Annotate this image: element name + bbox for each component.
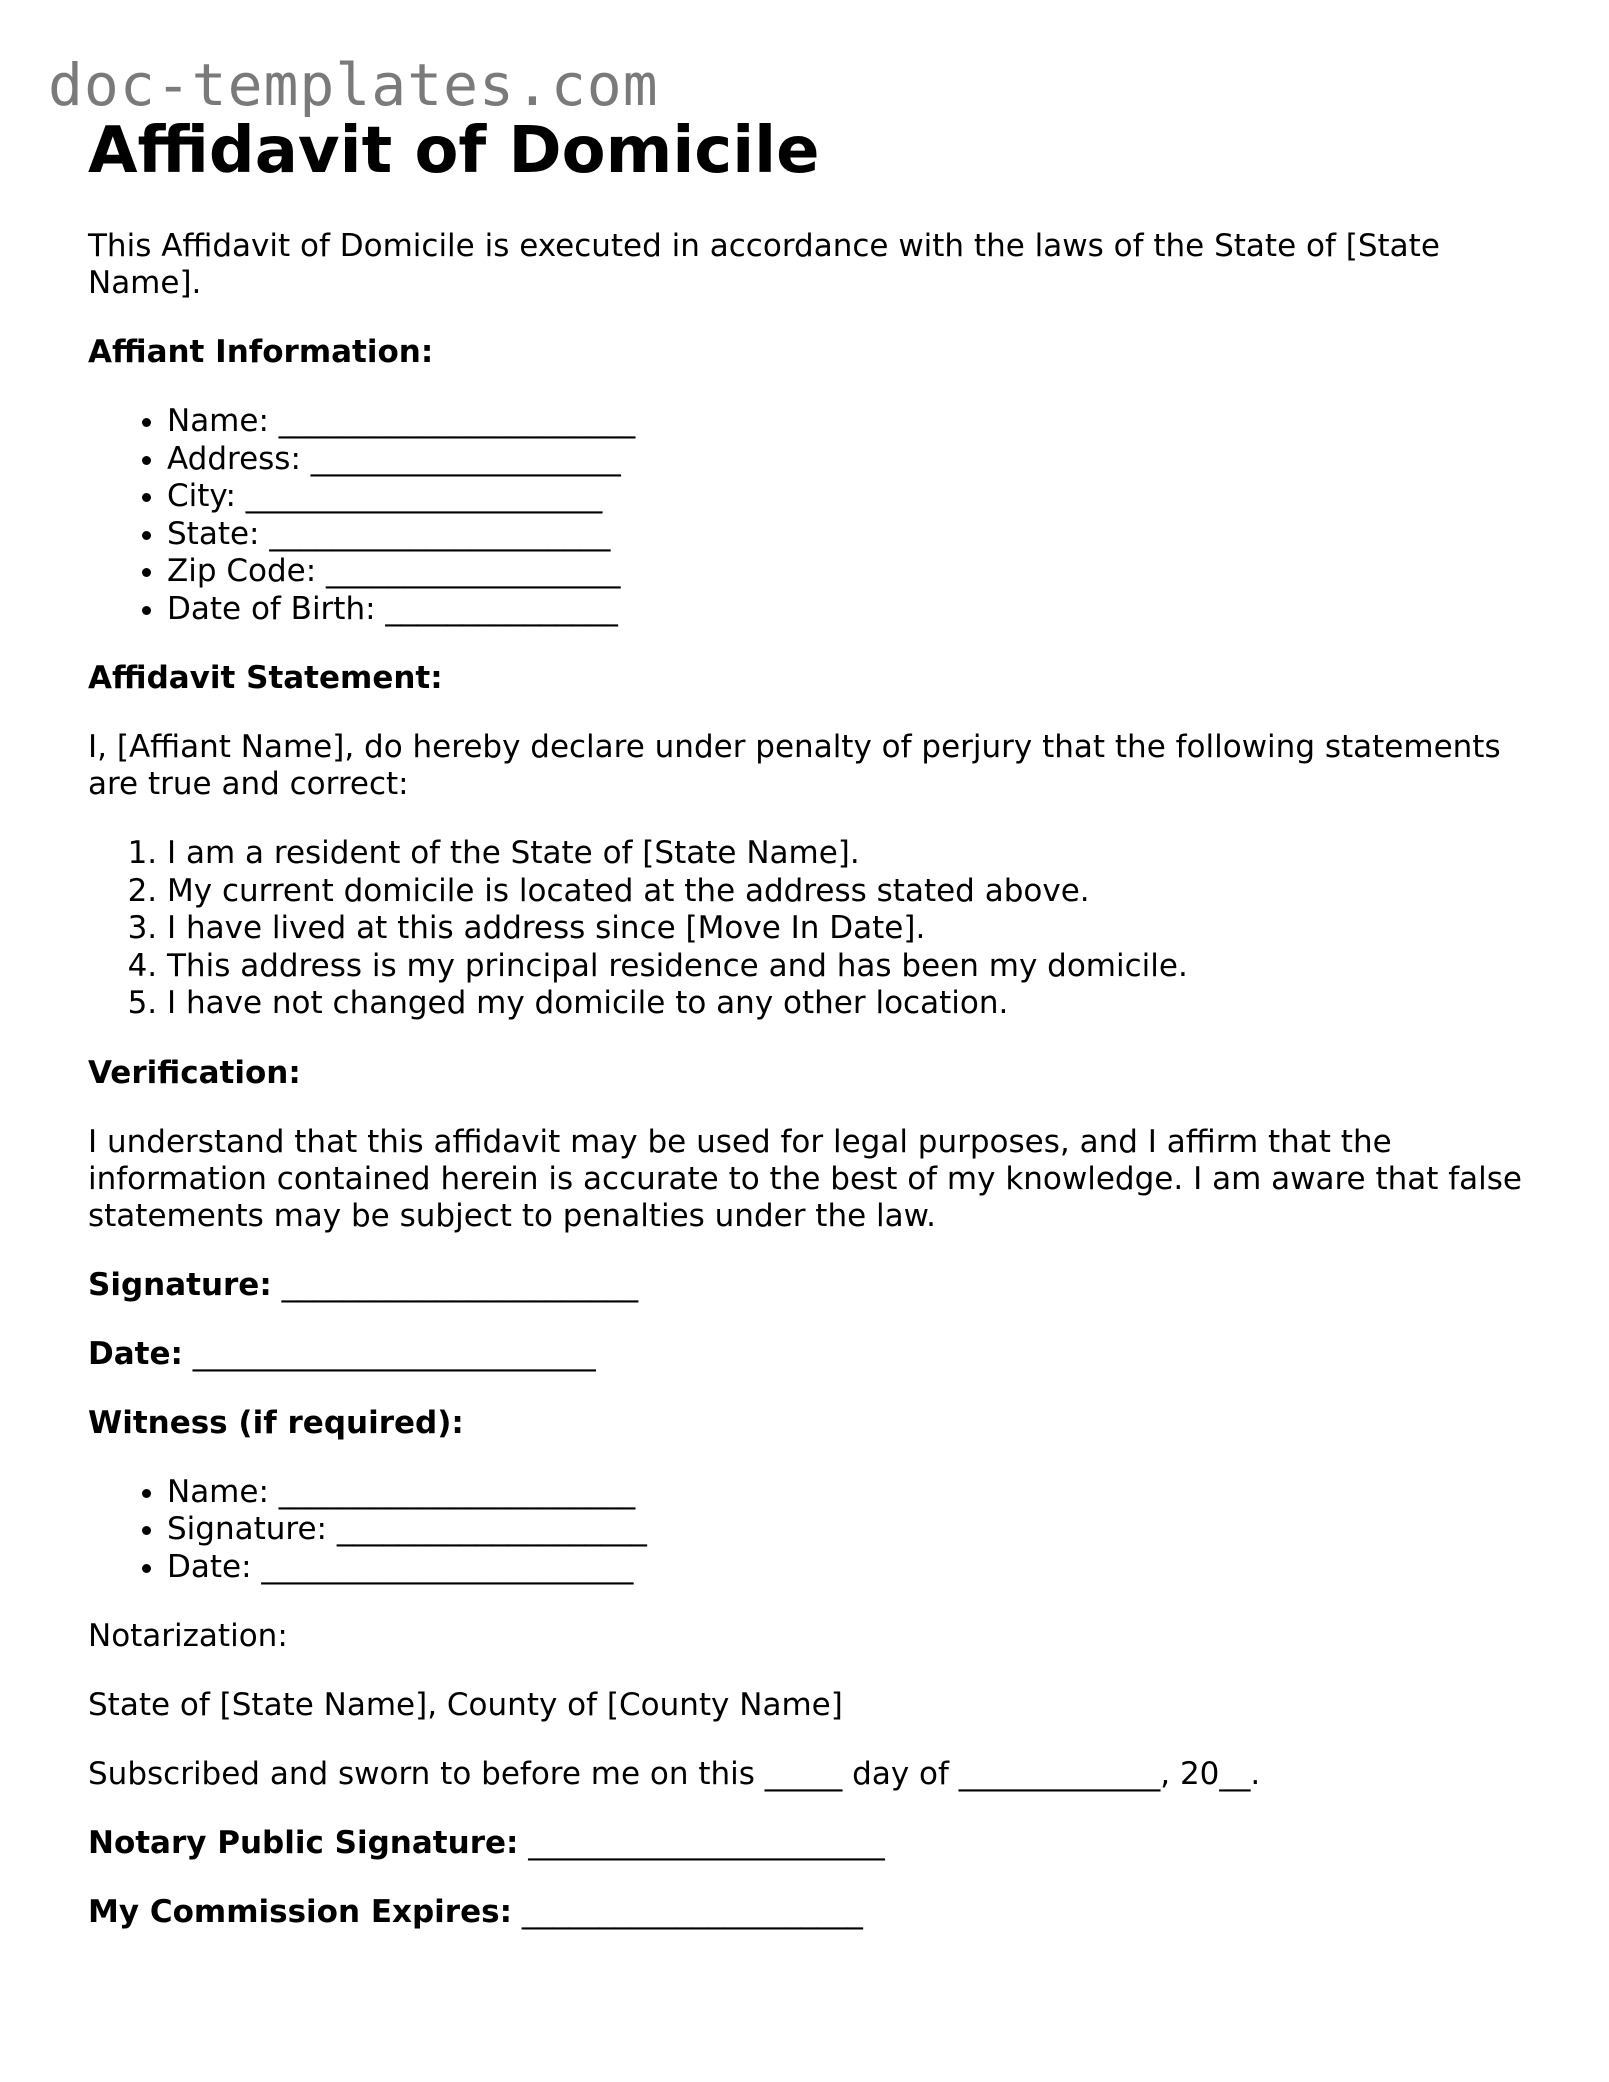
- witness-date-field: • Date: ________________________: [167, 1549, 1528, 1587]
- notary-signature-label: Notary Public Signature:: [88, 1825, 519, 1861]
- affiant-address-field: • Address: ____________________: [167, 441, 1528, 479]
- verification-heading: Verification:: [88, 1054, 301, 1091]
- statement-item: 1. I am a resident of the State of [State Name].: [167, 835, 1528, 873]
- signature-line: [88, 1267, 1528, 1304]
- document-title: Affidavit of Domicile: [88, 114, 820, 188]
- affiant-heading: Affiant Information:: [88, 334, 434, 370]
- intro-paragraph: This Affidavit of Domicile is executed in accordance with the laws of the State of [State Name].: [88, 228, 1440, 301]
- statement-item: 2. My current domicile is located at the address stated above.: [167, 873, 1528, 911]
- affiant-city-field: • City: _______________________: [167, 478, 1528, 516]
- commission-expires-line: [88, 1894, 1528, 1931]
- watermark-logo: doc-templates.com: [48, 51, 659, 119]
- statement-heading: Affidavit Statement:: [88, 660, 443, 696]
- witness-signature-field: • Signature: ____________________: [167, 1511, 1528, 1549]
- witness-heading: Witness (if required):: [88, 1404, 464, 1441]
- affiant-zip-field: • Zip Code: ___________________: [167, 553, 1528, 591]
- statement-item: 3. I have lived at this address since [Move In Date].: [167, 910, 1528, 948]
- signature-label: Signature:: [88, 1266, 272, 1303]
- commission-blank: ______________________: [521, 1894, 863, 1930]
- witness-fields-list: [88, 1474, 1528, 1587]
- notary-signature-line: [88, 1825, 1528, 1862]
- date-blank: __________________________: [192, 1335, 596, 1372]
- statement-intro: I, [Affiant Name], do hereby declare under penalty of perjury that the following statements are true and correct:: [88, 729, 1501, 802]
- statements-list: [88, 835, 1528, 1023]
- notary-state-county: State of [State Name], County of [County Name]: [88, 1687, 843, 1723]
- affiant-fields-list: [88, 403, 1528, 628]
- date-line: [88, 1336, 1528, 1373]
- notary-signature-blank: _______________________: [528, 1825, 885, 1861]
- notarization-label: Notarization:: [88, 1618, 288, 1654]
- verification-text: I understand that this affidavit may be used for legal purposes, and I affirm that the information contained herein is accurate to the best of my knowledge. I am aware that false statements may be subject to penalties under the law.: [88, 1123, 1523, 1234]
- statement-item: 4. This address is my principal residence and has been my domicile.: [167, 948, 1528, 986]
- document-page: [88, 110, 1528, 1931]
- commission-label: My Commission Expires:: [88, 1894, 512, 1930]
- subscribed-sworn-line: Subscribed and sworn to before me on this _____ day of _____________, 20__.: [88, 1756, 1261, 1792]
- date-label: Date:: [88, 1335, 183, 1372]
- affiant-state-field: • State: ______________________: [167, 516, 1528, 554]
- signature-blank: _______________________: [281, 1266, 639, 1303]
- statement-item: 5. I have not changed my domicile to any other location.: [167, 985, 1528, 1023]
- affiant-dob-field: • Date of Birth: _______________: [167, 591, 1528, 629]
- affiant-name-field: • Name: _______________________: [167, 403, 1528, 441]
- witness-name-field: • Name: _______________________: [167, 1474, 1528, 1512]
